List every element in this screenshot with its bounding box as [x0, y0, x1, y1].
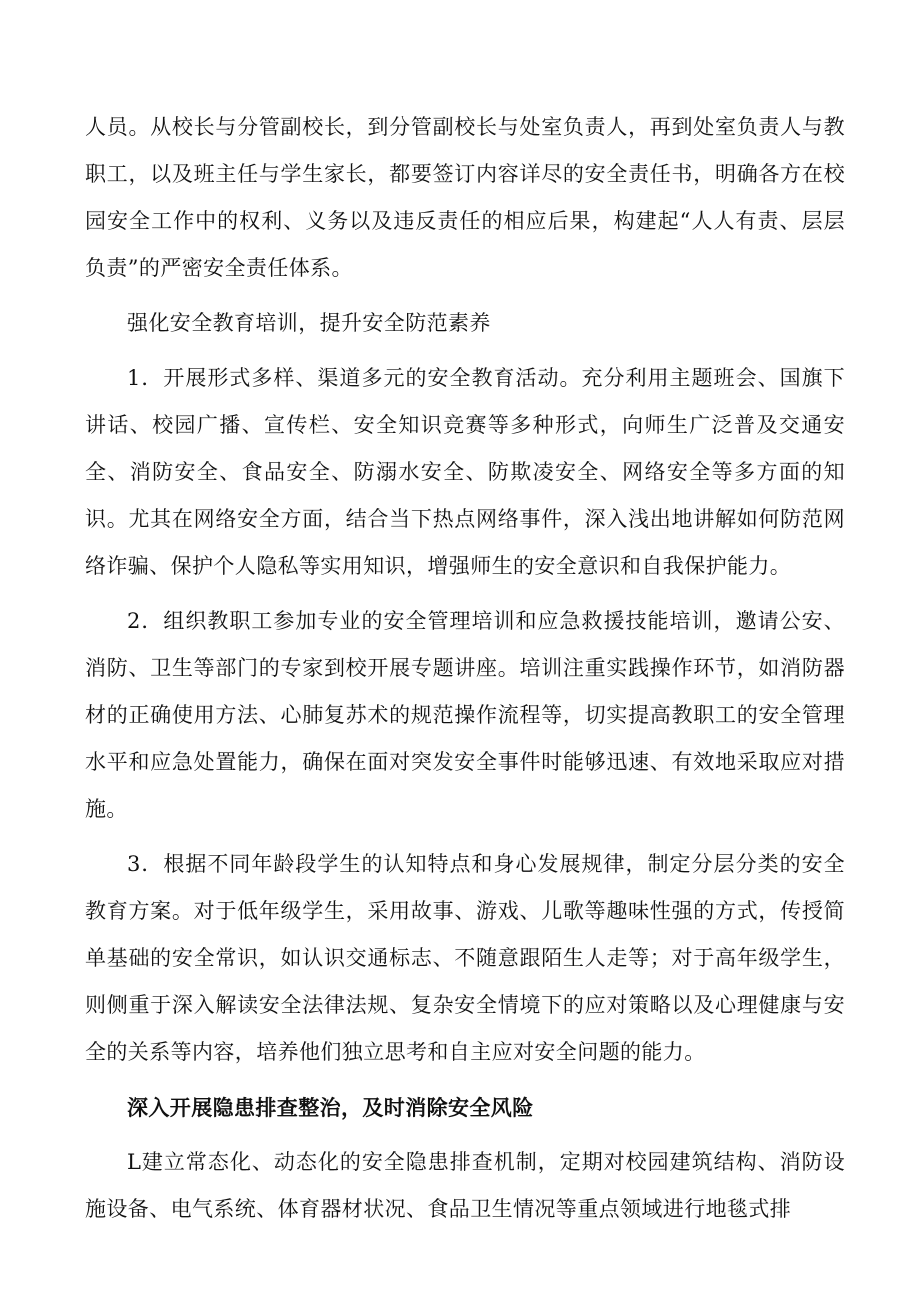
- section-heading-safety-education: 强化安全教育培训，提升安全防范素养: [127, 311, 491, 335]
- paragraph-item-1-education-activities: 1．开展形式多样、渠道多元的安全教育活动。充分利用主题班会、国旗下讲话、校园广播、宣传栏、安全知识竞赛等多种形式，向师生广泛普及交通安全、消防安全、食品安全、防溺水安全、防欺凌安全、网络安全等多方面的知识。尤其在网络安全方面，结合当下热点网络事件，深入浅出地讲解如何防范网络诈骗、保护个人隐私等实用知识，增强师生的安全意识和自我保护能力。: [85, 366, 845, 578]
- section-heading-hazard-inspection: 深入开展隐患排查整治，及时消除安全风险: [127, 1095, 534, 1120]
- paragraph-responsibility-system: 人员。从校长与分管副校长，到分管副校长与处室负责人，再到处室负责人与教职工，以及班主任与学生家长，都要签订内容详尽的安全责任书，明确各方在校园安全工作中的权利、义务以及违反责任的相应后果，构建起“人人有责、层层负责”的严密安全责任体系。: [85, 115, 845, 280]
- paragraph-item-2-staff-training: 2．组织教职工参加专业的安全管理培训和应急救援技能培训，邀请公安、消防、卫生等部门的专家到校开展专题讲座。培训注重实践操作环节，如消防器材的正确使用方法、心肺复苏术的规范操作流程等，切实提高教职工的安全管理水平和应急处置能力，确保在面对突发安全事件时能够迅速、有效地采取应对措施。: [85, 609, 845, 821]
- paragraph-item-3-tiered-education: 3．根据不同年龄段学生的认知特点和身心发展规律，制定分层分类的安全教育方案。对于低年级学生，采用故事、游戏、儿歌等趣味性强的方式，传授简单基础的安全常识，如认识交通标志、不随意跟陌生人走等；对于高年级学生，则侧重于深入解读安全法律法规、复杂安全情境下的应对策略以及心理健康与安全的关系等内容，培养他们独立思考和自主应对安全问题的能力。: [85, 852, 845, 1064]
- document-body: [85, 104, 845, 1233]
- paragraph-item-1-inspection-mechanism: L建立常态化、动态化的安全隐患排查机制，定期对校园建筑结构、消防设施设备、电气系统、体育器材状况、食品卫生情况等重点领域进行地毯式排: [85, 1150, 845, 1221]
